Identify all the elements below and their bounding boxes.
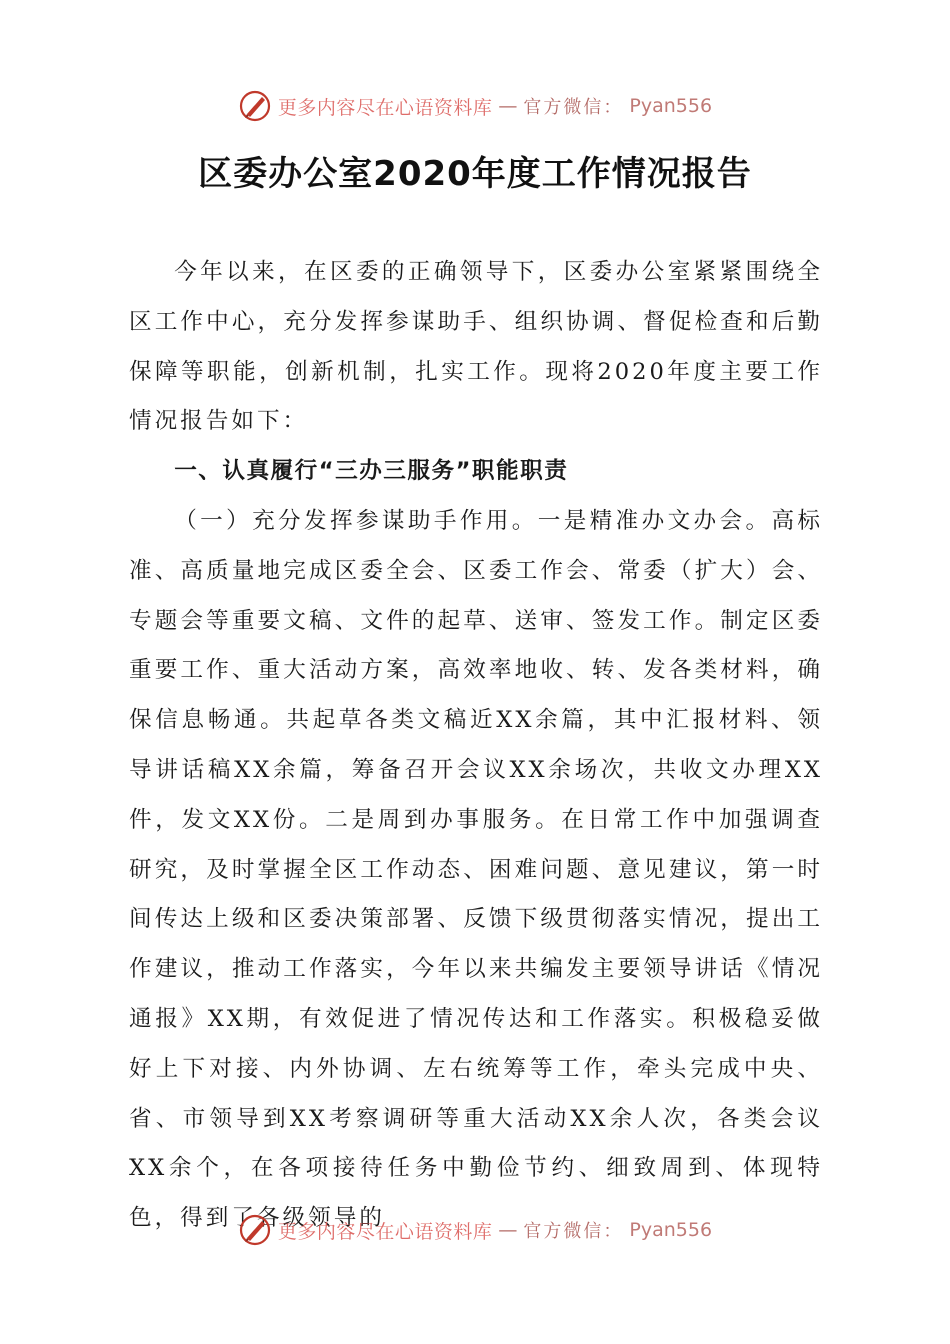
body-paragraph — [129, 497, 823, 1244]
pen-logo-icon — [238, 89, 272, 123]
watermark-wechat-id: Pyan556 — [629, 1219, 713, 1241]
body-paragraph-text: 一是精准办文办会。高标准、高质量地完成区委全会、区委工作会、常委（扩大）会、专题会等重要文稿、文件的起草、送审、签发工作。制定区委重要工作、重大活动方案，高效率地收、转、发各类材料，确保信息畅通。共起草各类文稿近XX余篇，其中汇报材料、领导讲话稿XX余篇，筹备召开会议XX余场次，共收文办理XX件，发文XX份。二是周到办事服务。在日常工作中加强调查研究，及时掌握全区工作动态、困难问题、意见建议，第一时间传达上级和区委决策部署、反馈下级贯彻落实情况，提出工作建议，推动工作落实，今年以来共编发主要领导讲话《情况通报》XX期，有效促进了情况传达和工作落实。积极稳妥做好上下对接、内外协调、左右统筹等工作，牵头完成中央、省、市领导到XX考察调研等重大活动XX余人次，各类会议XX余个，在各项接待任务中勤俭节约、细致周到、体现特色，得到了各级领导的 — [129, 507, 824, 1232]
subsection-lead: （一）充分发挥参谋助手作用。 — [174, 507, 538, 534]
watermark-slogan: 更多内容尽在心语资料库 — [277, 96, 493, 119]
watermark-banner-bottom — [0, 1208, 950, 1252]
watermark-wechat-id: Pyan556 — [629, 95, 713, 117]
document-title: 区委办公室2020年度工作情况报告 — [198, 154, 752, 194]
watermark-dash: — — [498, 95, 518, 117]
watermark-wechat-label: 官方微信： — [523, 97, 624, 118]
intro-paragraph: 今年以来，在区委的正确领导下，区委办公室紧紧围绕全区工作中心，充分发挥参谋助手、组织协调、督促检查和后勤保障等职能，创新机制，扎实工作。现将2020年度主要工作情况报告如下： — [129, 259, 823, 435]
pen-logo-icon — [238, 1213, 272, 1247]
document-body — [129, 248, 823, 1244]
watermark-banner-top — [0, 84, 950, 128]
watermark-wechat-label: 官方微信： — [523, 1221, 624, 1242]
watermark-slogan: 更多内容尽在心语资料库 — [277, 1220, 493, 1243]
section-heading: 一、认真履行“三办三服务”职能职责 — [174, 458, 569, 485]
watermark-dash: — — [498, 1219, 518, 1241]
